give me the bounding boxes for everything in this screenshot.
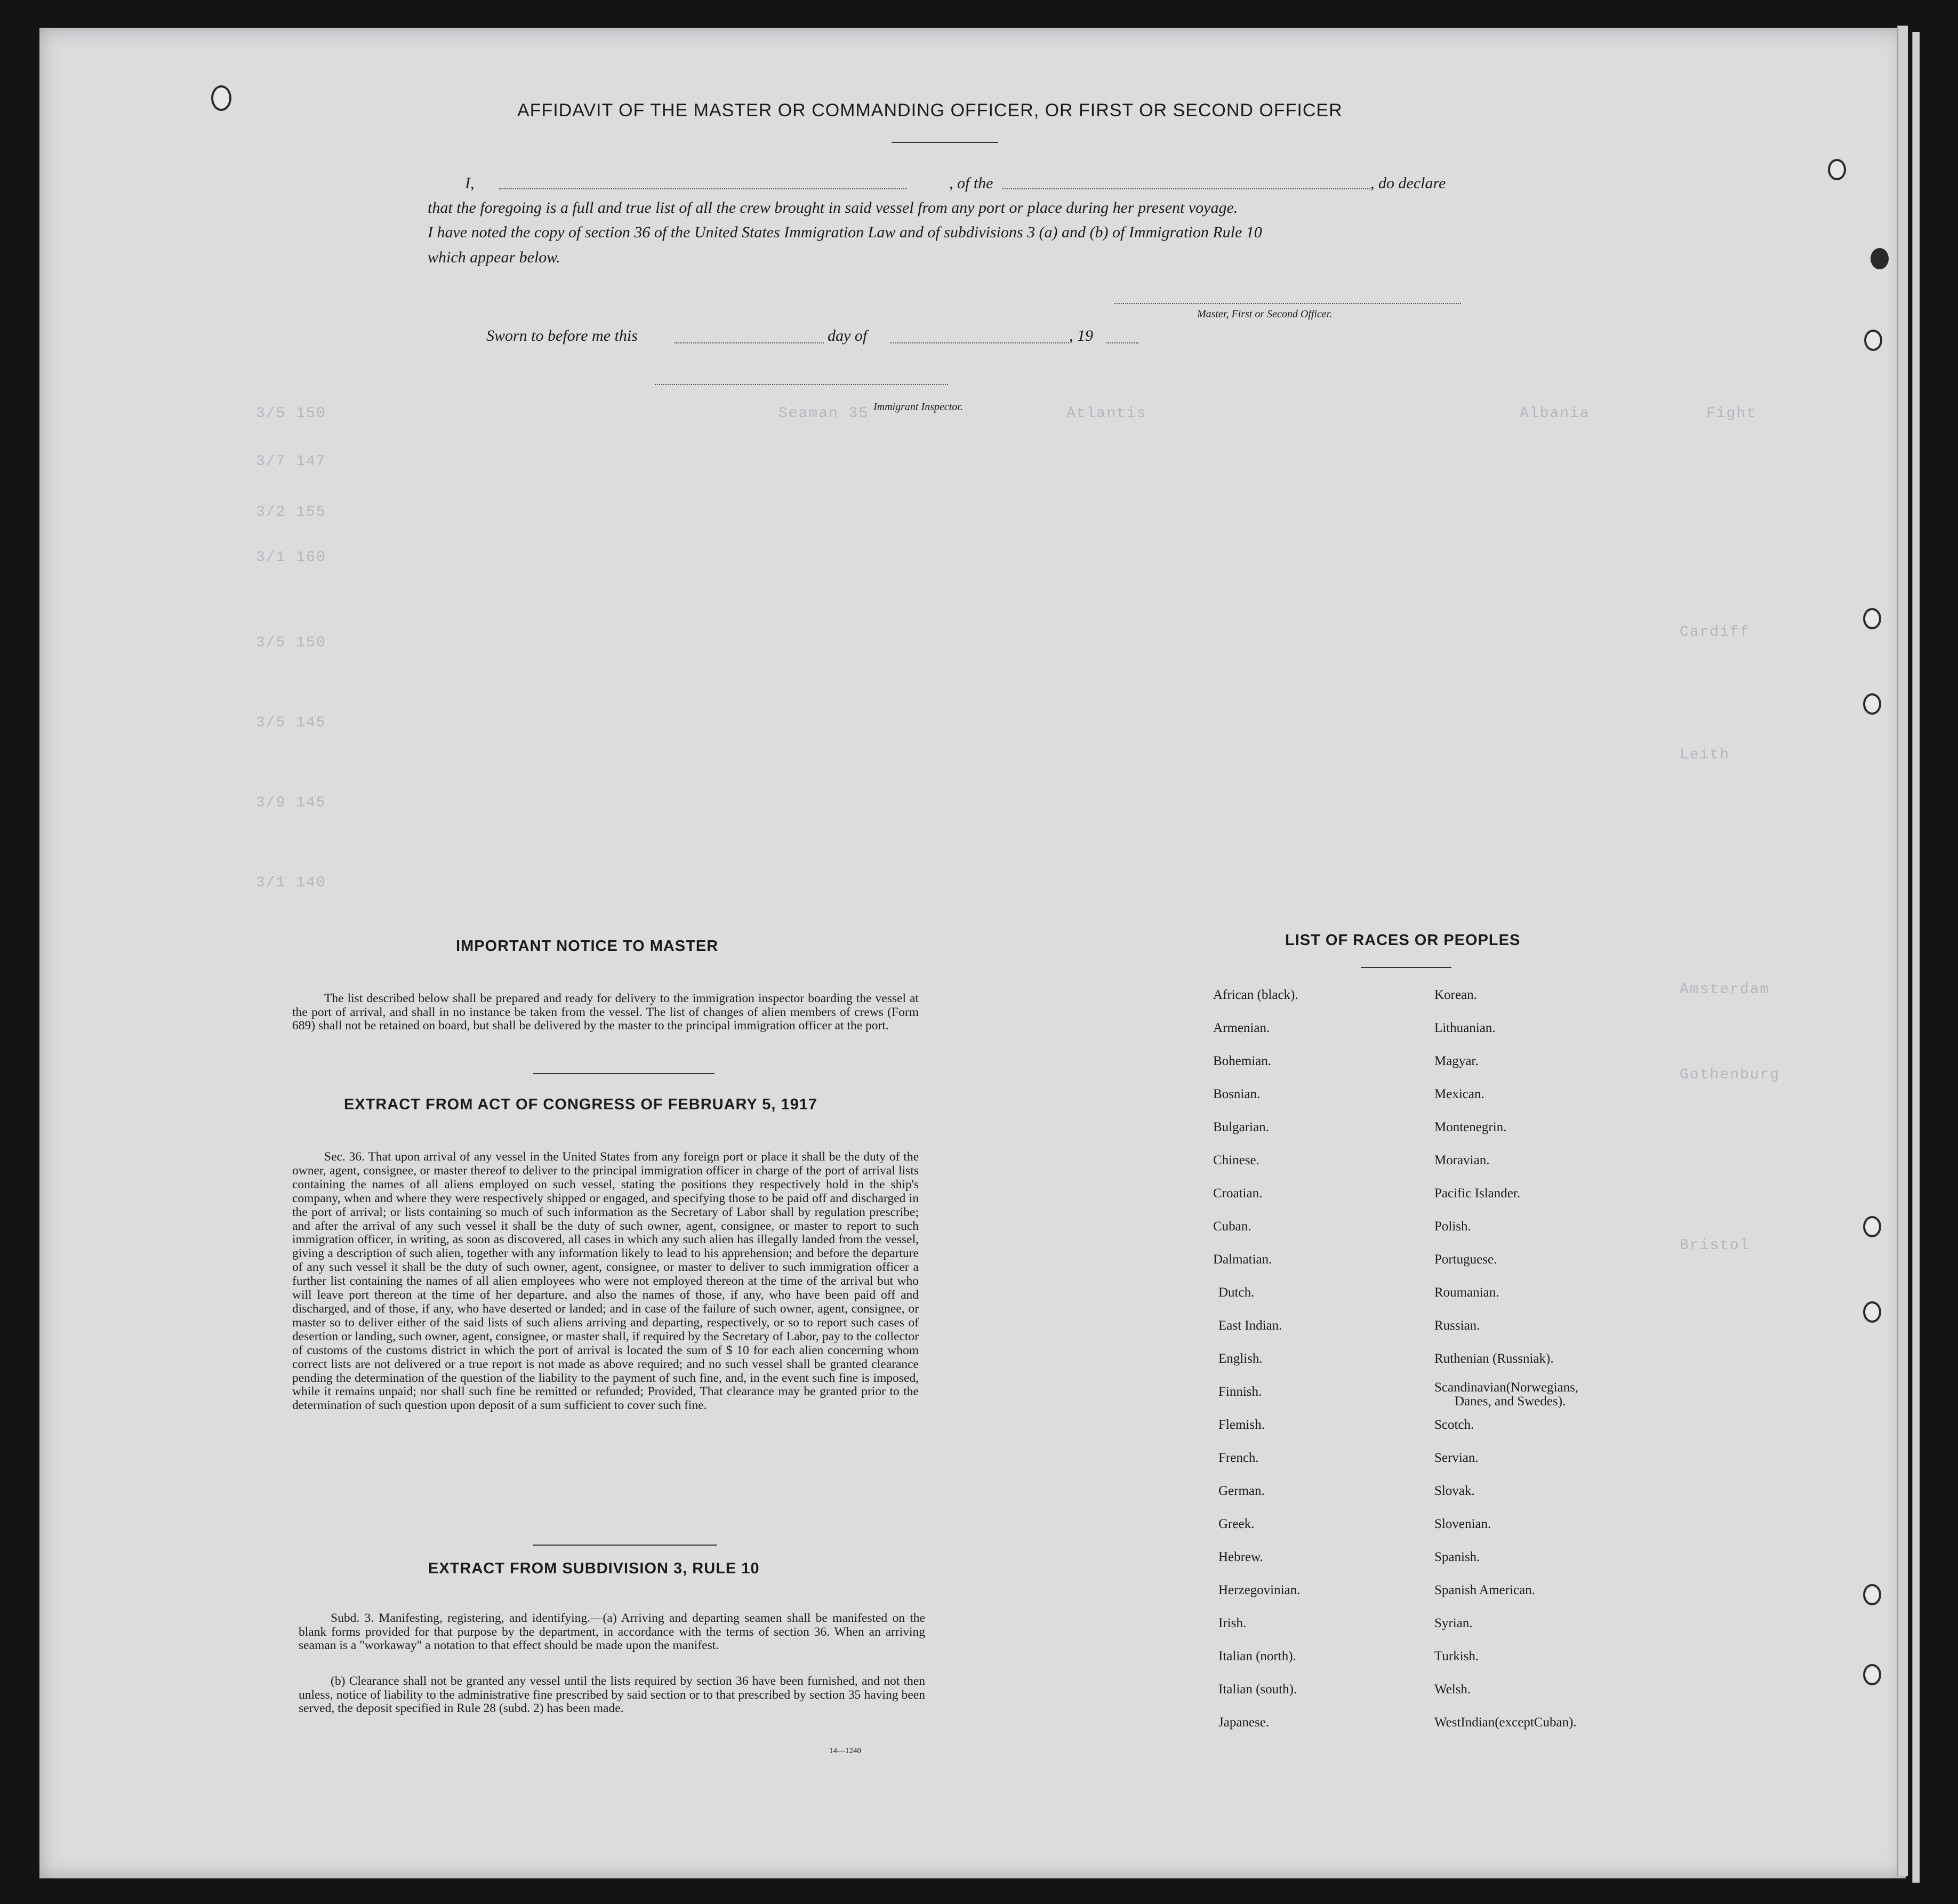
race-item: Mexican. bbox=[1434, 1087, 1484, 1101]
race-item: Spanish. bbox=[1434, 1550, 1480, 1564]
section-rule bbox=[533, 1073, 715, 1074]
race-item: Japanese. bbox=[1218, 1715, 1270, 1730]
race-item: Finnish. bbox=[1218, 1385, 1262, 1399]
bleed-through-text: Atlantis bbox=[1066, 405, 1147, 422]
signature-line[interactable] bbox=[1114, 303, 1461, 304]
vessel-blank-line[interactable] bbox=[1002, 188, 1370, 189]
race-item: Turkish. bbox=[1434, 1649, 1479, 1663]
act-heading: EXTRACT FROM ACT OF CONGRESS OF FEBRUARY 5, 1917 bbox=[344, 1096, 818, 1113]
affidavit-declare: , do declare bbox=[1370, 174, 1446, 192]
inspector-label: Immigrant Inspector. bbox=[873, 401, 963, 413]
race-item: Welsh. bbox=[1434, 1682, 1471, 1697]
race-item: Bohemian. bbox=[1213, 1054, 1272, 1068]
races-rule bbox=[1361, 967, 1451, 968]
race-item: Montenegrin. bbox=[1434, 1120, 1507, 1134]
race-item: Bosnian. bbox=[1213, 1087, 1261, 1101]
name-blank-line[interactable] bbox=[499, 188, 906, 189]
race-item: Servian. bbox=[1434, 1451, 1479, 1465]
page-edge bbox=[1912, 32, 1920, 1883]
act-body: Sec. 36. That upon arrival of any vessel in the United States from any foreign port or place it shall be the duty of the owner, agent, consignee, or master thereof to deliver to the principal immigration officer in charge of the port of arrival lists containing the names of all aliens employed on such vessel, stating the positions they respectively hold in the ship's company, when and where they were respectively shipped or engaged, and specifying those to be paid off and discharged in the port of arrival; or lists containing so much of such information as the Secretary of Labor shall by regulation prescribe; and after the arrival of any such vessel it shall be the duty of such owner, agent, consignee, or master to report to such immigration officer, in writing, as soon as discovered, all cases in which any such alien has illegally landed from the vessel, giving a description of such alien, together with any information likely to lead to his apprehension; and before the departure of any such vessel it shall be the duty of such owner, agent, consignee, or master to deliver to such immigration officer a further list containing the names of all alien employees who were not employed thereon at the time of the arrival but who will leave port thereon at the time of her departure, and also the names of those, if any, who have been paid off and discharged, and of those, if any, who have deserted or landed; and in case of the failure of such owner, agent, consignee, or master so to deliver either of the said lists of such aliens arriving and departing, respectively, or so to report such cases of desertion or landing, such owner, agent, consignee, or master shall, if required by the Secretary of Labor, pay to the collector of customs of the customs district in which the port of arrival is located the sum of $ 10 for each alien concerning whom correct lists are not delivered or a true report is not made as above required; and no such vessel shall be granted clearance pending the determination of the question of the liability to the payment of such fine, and, in the event such fine is imposed, while it remains unpaid; nor shall such fine be remitted or refunded; Provided, That clearance may be granted prior to the determination of such question upon deposit of a sum sufficient to cover such fine. bbox=[292, 1150, 919, 1413]
sworn-text: Sworn to before me this bbox=[486, 327, 638, 345]
race-item: Greek. bbox=[1218, 1517, 1255, 1531]
inspector-signature-line[interactable] bbox=[655, 384, 948, 385]
race-item: Spanish American. bbox=[1434, 1583, 1535, 1597]
race-item: Polish. bbox=[1434, 1219, 1471, 1234]
rule-para-b: (b) Clearance shall not be granted any vessel until the lists required by section 36 have been furnished, and not then unless, notice of liability to the administrative fine prescribed by said section or to that prescribed by section 35 having been served, the deposit specified in Rule 28 (subd. 2) has been made. bbox=[299, 1674, 925, 1716]
race-item: Roumanian. bbox=[1434, 1285, 1499, 1300]
year-blank-line[interactable] bbox=[1106, 342, 1138, 343]
race-item: Flemish. bbox=[1218, 1418, 1265, 1432]
bleed-through-text: 3/5 145 bbox=[256, 715, 326, 731]
document-page bbox=[39, 28, 1906, 1878]
year-prefix: , 19 bbox=[1069, 327, 1093, 345]
race-item: Dalmatian. bbox=[1213, 1252, 1272, 1267]
page-edge bbox=[1897, 26, 1908, 1876]
form-number: 14—1240 bbox=[829, 1747, 861, 1755]
race-item: Portuguese. bbox=[1434, 1252, 1497, 1267]
race-item: African (black). bbox=[1213, 988, 1298, 1002]
punch-hole bbox=[1863, 1584, 1881, 1605]
race-item: Moravian. bbox=[1434, 1153, 1490, 1167]
signature-label: Master, First or Second Officer. bbox=[1197, 308, 1333, 320]
day-blank-line[interactable] bbox=[675, 342, 824, 343]
race-item: Hebrew. bbox=[1218, 1550, 1263, 1564]
race-item: East Indian. bbox=[1218, 1318, 1282, 1333]
race-item: Armenian. bbox=[1213, 1021, 1270, 1035]
race-item: Scotch. bbox=[1434, 1418, 1474, 1432]
rule-heading: EXTRACT FROM SUBDIVISION 3, RULE 10 bbox=[428, 1560, 760, 1577]
punch-hole bbox=[1863, 1664, 1881, 1685]
title-rule bbox=[892, 142, 998, 143]
race-item: Irish. bbox=[1218, 1616, 1247, 1630]
race-item: Herzegovinian. bbox=[1218, 1583, 1301, 1597]
race-item: Magyar. bbox=[1434, 1054, 1479, 1068]
race-item: Syrian. bbox=[1434, 1616, 1473, 1630]
punch-hole bbox=[1828, 159, 1846, 180]
bleed-through-text: Fight bbox=[1706, 405, 1757, 422]
bleed-through-text: 3/1 160 bbox=[256, 549, 326, 566]
race-item: Lithuanian. bbox=[1434, 1021, 1496, 1035]
punch-hole bbox=[1864, 330, 1882, 351]
bleed-through-text: 3/5 150 bbox=[256, 635, 326, 651]
bleed-through-text: 3/2 155 bbox=[256, 504, 326, 521]
race-item: Scandinavian(Norwegians, bbox=[1434, 1380, 1579, 1395]
bleed-through-text: 3/9 145 bbox=[256, 795, 326, 811]
race-item: Bulgarian. bbox=[1213, 1120, 1269, 1134]
race-item: Ruthenian (Russniak). bbox=[1434, 1351, 1554, 1366]
notice-heading: IMPORTANT NOTICE TO MASTER bbox=[456, 938, 719, 955]
race-item: Italian (south). bbox=[1218, 1682, 1297, 1697]
punch-hole bbox=[1863, 1301, 1881, 1323]
race-item: Dutch. bbox=[1218, 1285, 1255, 1300]
race-item: Chinese. bbox=[1213, 1153, 1259, 1167]
races-heading: LIST OF RACES OR PEOPLES bbox=[1285, 932, 1521, 949]
race-item: Russian. bbox=[1434, 1318, 1480, 1333]
race-item: English. bbox=[1218, 1351, 1263, 1366]
affidavit-of-the: , of the bbox=[949, 174, 993, 192]
affidavit-line3: I have noted the copy of section 36 of the United States Immigration Law and of subdivisions 3 (a) and (b) of Immigration Rule 10 bbox=[428, 223, 1262, 241]
race-item: Cuban. bbox=[1213, 1219, 1251, 1234]
day-of-text: day of bbox=[828, 327, 868, 345]
bleed-through-text: Leith bbox=[1680, 747, 1730, 763]
race-item-continuation: Danes, and Swedes). bbox=[1455, 1394, 1566, 1409]
race-item: French. bbox=[1218, 1451, 1259, 1465]
section-rule bbox=[533, 1545, 717, 1546]
affidavit-i: I, bbox=[465, 174, 475, 192]
affidavit-line2: that the foregoing is a full and true list of all the crew brought in said vessel from any port or place during her present voyage. bbox=[428, 199, 1238, 217]
affidavit-title: AFFIDAVIT OF THE MASTER OR COMMANDING OFFICER, OR FIRST OR SECOND OFFICER bbox=[517, 100, 1343, 121]
notice-body: The list described below shall be prepared and ready for delivery to the immigration inspector boarding the vessel at the port of arrival, and shall in no instance be taken from the vessel. The list of changes of alien members of crews (Form 689) shall not be retained on board, but shall be delivered by the master to the principal immigration officer at the port. bbox=[292, 991, 919, 1033]
race-item: Pacific Islander. bbox=[1434, 1186, 1521, 1201]
bleed-through-text: 3/7 147 bbox=[256, 453, 326, 470]
bleed-through-text: Seaman 35 bbox=[779, 405, 869, 422]
rule-para-a: Subd. 3. Manifesting, registering, and identifying.—(a) Arriving and departing seamen shall be manifested on the blank forms provided for that purpose by the department, in accordance with the terms of section 36. When an arriving seaman is a "workaway" a notation to that effect should be made upon the manifest. bbox=[299, 1611, 925, 1653]
bleed-through-text: Albania bbox=[1520, 405, 1590, 422]
race-item: Croatian. bbox=[1213, 1186, 1263, 1201]
bleed-through-text: Gothenburg bbox=[1680, 1067, 1780, 1083]
bleed-through-text: 3/5 150 bbox=[256, 405, 326, 422]
race-item: Slovak. bbox=[1434, 1484, 1475, 1498]
race-item: Korean. bbox=[1434, 988, 1477, 1002]
race-item: German. bbox=[1218, 1484, 1265, 1498]
punch-hole bbox=[1863, 1216, 1881, 1237]
punch-hole bbox=[1863, 693, 1881, 715]
punch-hole bbox=[211, 85, 231, 111]
bleed-through-text: Amsterdam bbox=[1680, 981, 1770, 998]
race-item: Italian (north). bbox=[1218, 1649, 1296, 1663]
month-blank-line[interactable] bbox=[890, 342, 1069, 343]
punch-hole bbox=[1863, 608, 1881, 629]
affidavit-line4: which appear below. bbox=[428, 249, 560, 266]
bleed-through-text: Bristol bbox=[1680, 1237, 1750, 1254]
race-item: Slovenian. bbox=[1434, 1517, 1491, 1531]
bleed-through-text: Cardiff bbox=[1680, 624, 1750, 641]
punch-hole bbox=[1871, 248, 1889, 269]
race-item: WestIndian(exceptCuban). bbox=[1434, 1715, 1577, 1730]
bleed-through-text: 3/1 140 bbox=[256, 875, 326, 891]
